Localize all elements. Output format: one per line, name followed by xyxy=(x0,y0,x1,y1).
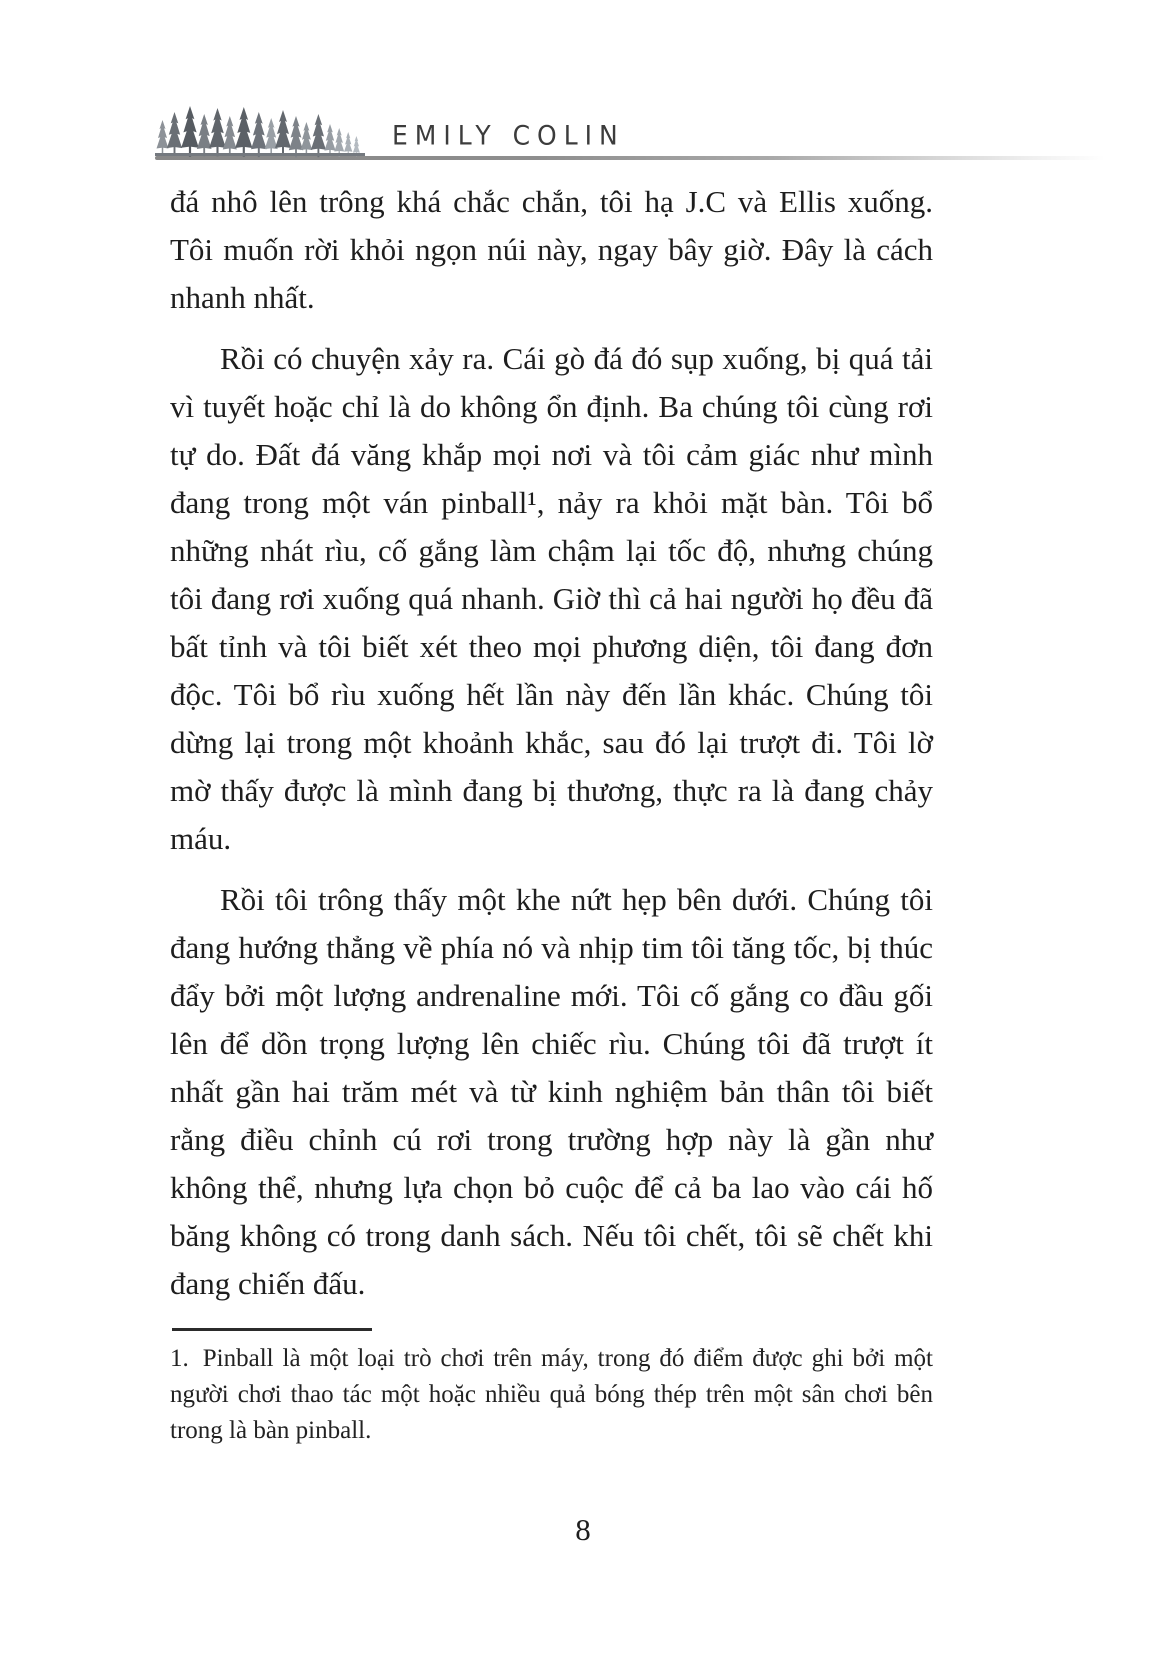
footnote-text xyxy=(170,1341,933,1449)
footnote xyxy=(170,1328,933,1449)
paragraph: đá nhô lên trông khá chắc chắn, tôi hạ J.C và Ellis xuống. Tôi muốn rời khỏi ngọn núi này, ngay bây giờ. Đây là cách nhanh nhất. xyxy=(170,184,933,315)
page-header xyxy=(155,106,1105,160)
body-text xyxy=(0,178,1166,1449)
author-name: EMILY COLIN xyxy=(392,120,625,151)
footnote-body: Pinball là một loại trò chơi trên máy, trong đó điểm được ghi bởi một người chơi thao tác một hoặc nhiều quả bóng thép trên một sân chơi bên trong là bàn pinball. xyxy=(170,1345,933,1444)
footnote-marker: 1. xyxy=(170,1345,189,1372)
header-inner xyxy=(155,106,1105,156)
paragraph: Rồi tôi trông thấy một khe nứt hẹp bên dưới. Chúng tôi đang hướng thẳng về phía nó và nhịp tim tôi tăng tốc, bị thúc đẩy bởi một lượng andrenaline mới. Tôi cố gắng co đầu gối lên để dồn trọng lượng lên chiếc rìu. Chúng tôi đã trượt ít nhất gần hai trăm mét và từ kinh nghiệm bản thân tôi biết rằng điều chỉnh cú rơi trong trường hợp này là gần như không thể, nhưng lựa chọn bỏ cuộc để cả ba lao vào cái hố băng không có trong danh sách. Nếu tôi chết, tôi sẽ chết khi đang chiến đấu. xyxy=(170,882,933,1301)
paragraph: Rồi có chuyện xảy ra. Cái gò đá đó sụp xuống, bị quá tải vì tuyết hoặc chỉ là do không ổn định. Ba chúng tôi cùng rơi tự do. Đất đá văng khắp mọi nơi và tôi cảm giác như mình đang trong một ván pinball¹, nảy ra khỏi mặt bàn. Tôi bổ những nhát rìu, cố gắng làm chậm lại tốc độ, nhưng chúng tôi đang rơi xuống quá nhanh. Giờ thì cả hai người họ đều đã bất tỉnh và tôi biết xét theo mọi phương diện, tôi đang đơn độc. Tôi bổ rìu xuống hết lần này đến lần khác. Chúng tôi dừng lại trong một khoảnh khắc, sau đó lại trượt đi. Tôi lờ mờ thấy được là mình đang bị thương, thực ra là đang chảy máu. xyxy=(170,341,933,856)
footnote-divider xyxy=(172,1328,372,1331)
forest-silhouette-icon xyxy=(155,106,370,158)
page-number: 8 xyxy=(575,1512,591,1547)
